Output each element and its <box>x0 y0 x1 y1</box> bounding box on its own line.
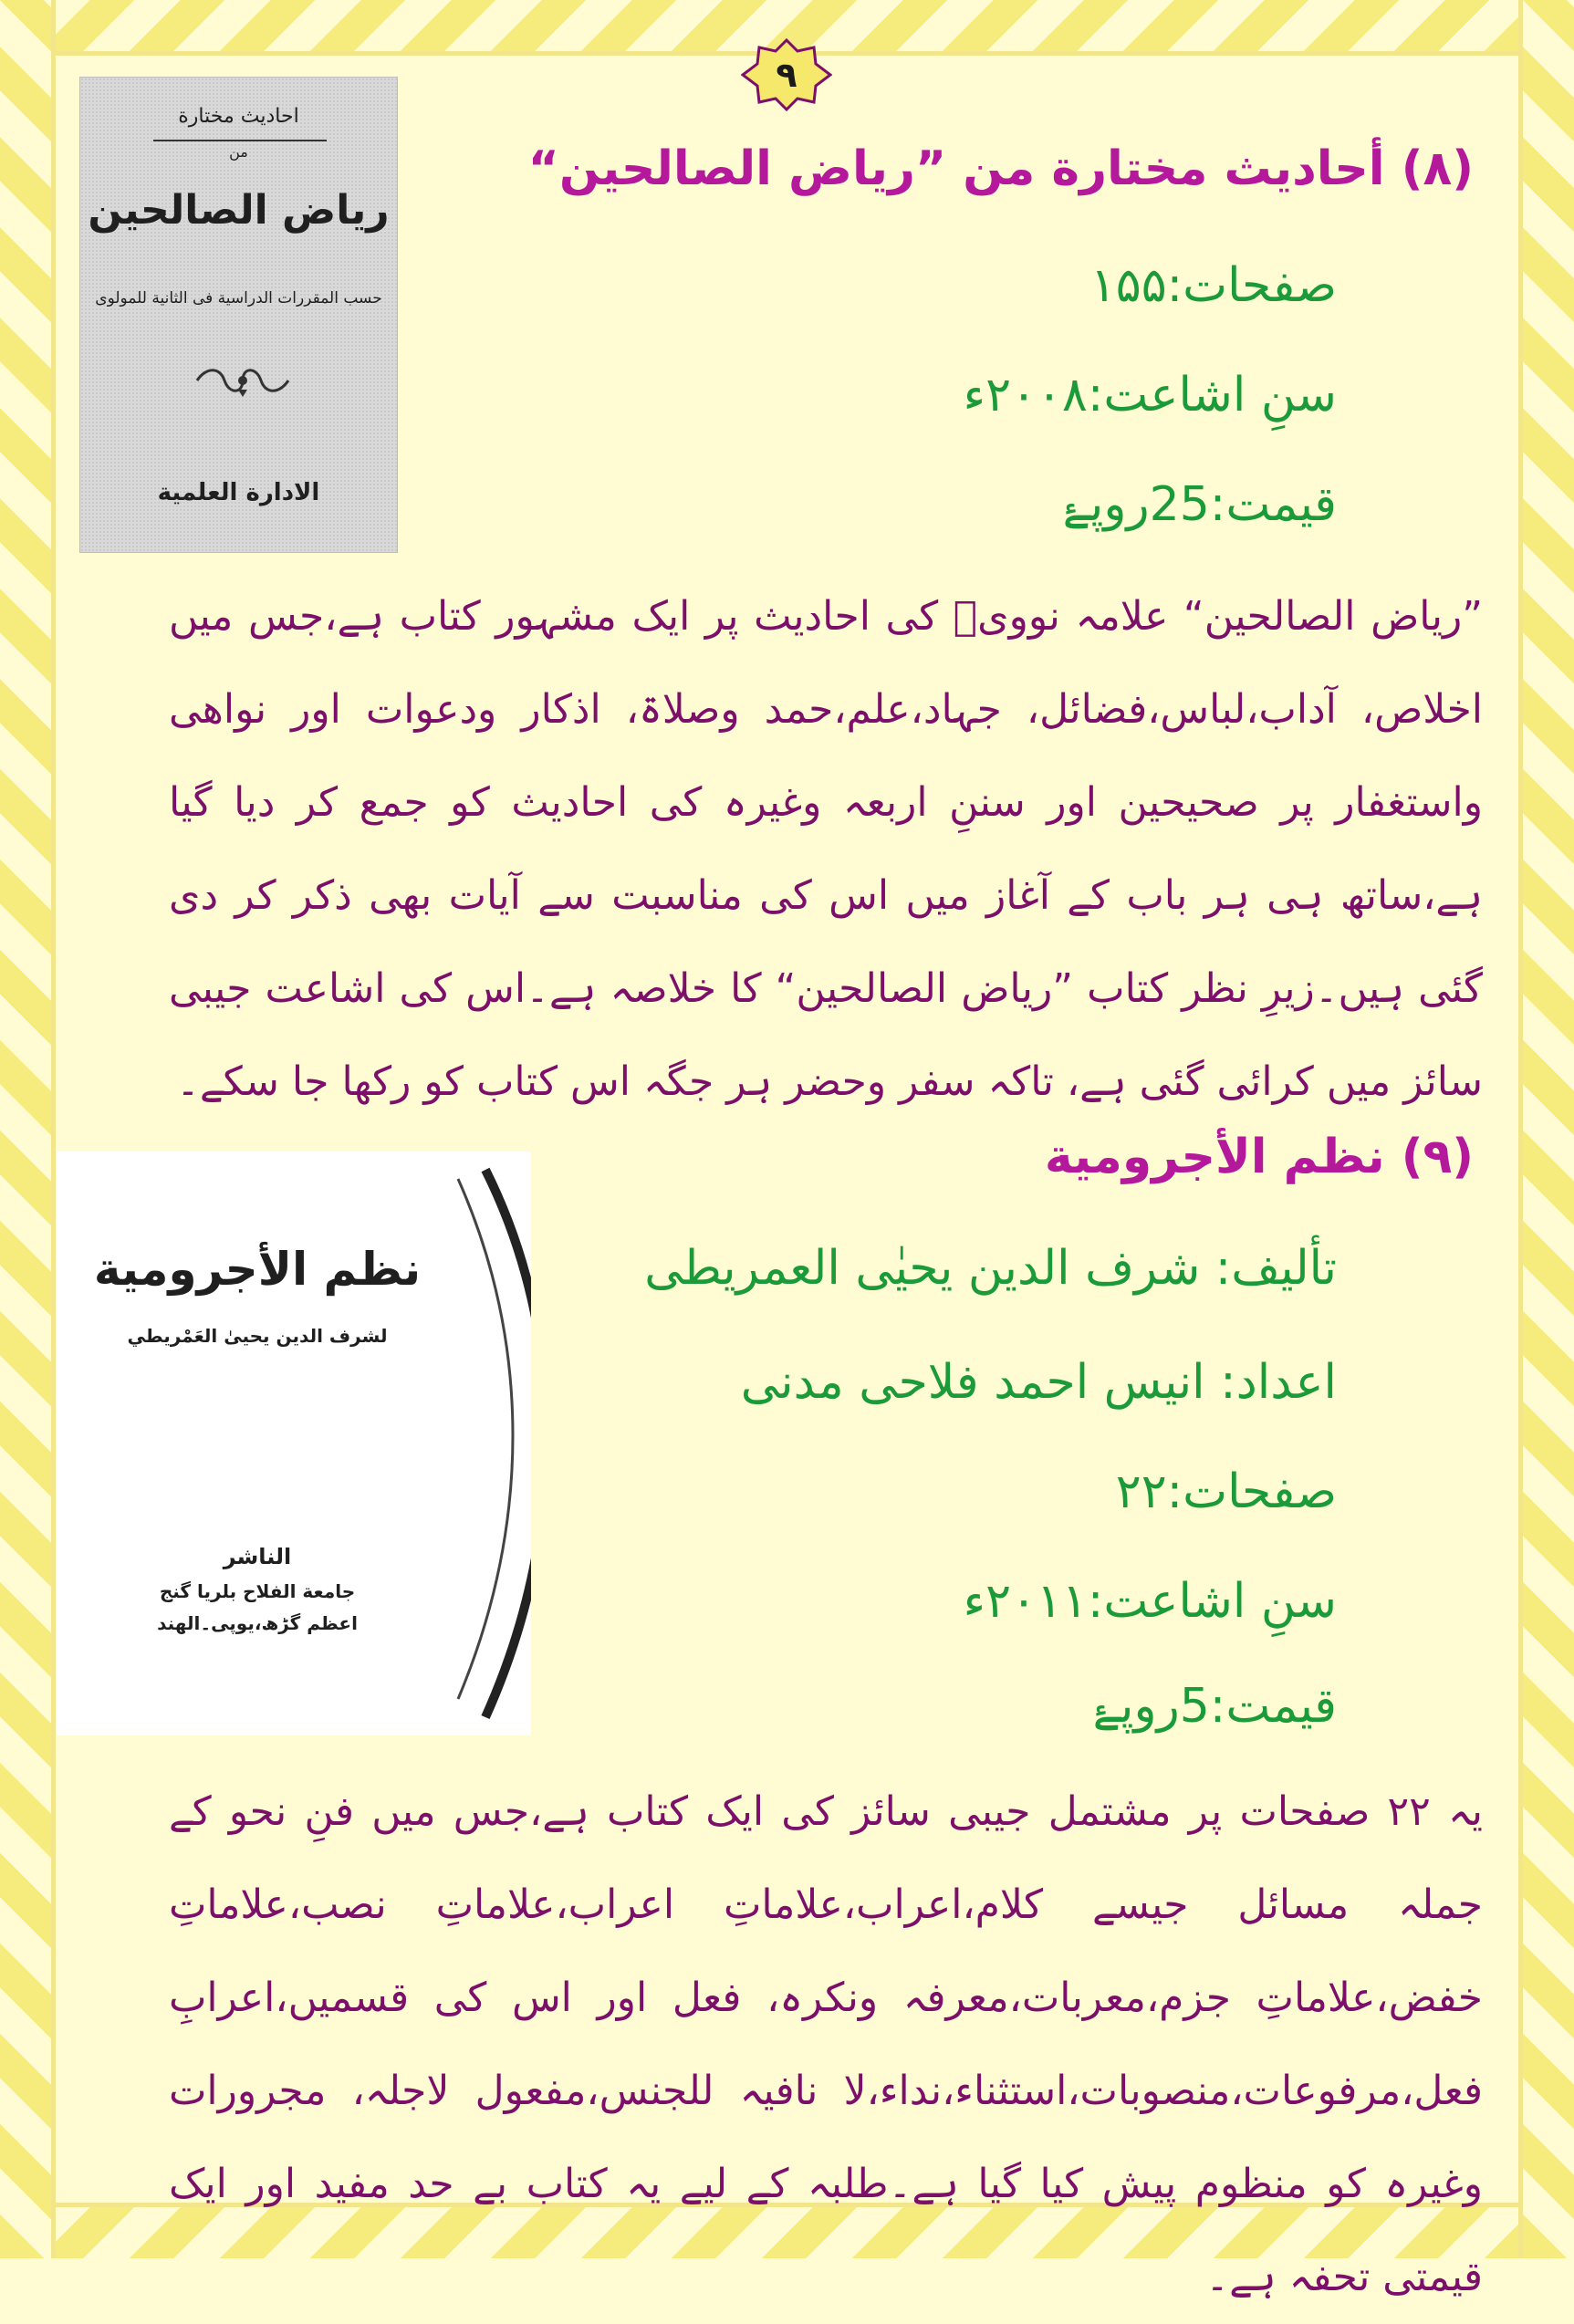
cover-title: رياض الصالحين <box>88 187 390 234</box>
ornament-icon <box>188 362 297 399</box>
left-border <box>0 0 56 2258</box>
section8-year: سنِ اشاعت:۲۰۰۸ء <box>963 368 1337 422</box>
section9-year: سنِ اشاعت:۲۰۱۱ء <box>963 1574 1337 1629</box>
section9-heading: (٩) نظم الأجرومية <box>1044 1130 1474 1184</box>
cover2-publisher-label: الناشر <box>223 1544 292 1569</box>
page-number-badge <box>741 38 832 111</box>
section9-price: قیمت:5روپۓ <box>1092 1679 1337 1734</box>
section9-author: تألیف: شرف الدین یحیٰی العمریطی <box>644 1241 1337 1296</box>
cover-arc-icon <box>57 1152 531 1735</box>
section8-price: قیمت:25روپۓ <box>1062 477 1337 532</box>
section9-description: یہ ۲۲ صفحات پر مشتمل جیبی سائز کی ایک کتاب ہے،جس میں فنِ نحو کے جملہ مسائل جیسے کلام،اعراب،علاماتِ اعراب،علاماتِ نصب،علاماتِ خفض،علاماتِ جزم،معربات،معرفہ ونکرہ، فعل اور اس کی قسمیں،اعرابِ فعل،مرفوعات،منصوبات،استثناء،نداء،لا نافیہ للجنس،مفعول لاجلہ، مجرورات وغیرہ کو منظوم پیش کیا گیا ہے۔طلبہ کے لیے یہ کتاب بے حد مفید اور ایک قیمتی تحفہ ہے۔ <box>169 1788 1484 2300</box>
right-border <box>1518 0 1574 2258</box>
book-cover-ajrumiyya <box>57 1152 531 1735</box>
book-cover-riyad <box>80 78 397 552</box>
cover-rule <box>153 140 327 141</box>
cover-subtitle: حسب المقررات الدراسية فى الثانية للمولوى <box>95 289 382 307</box>
section8-heading: (٨) أحاديث مختارة من ”رياض الصالحين“ <box>527 141 1474 196</box>
cover2-author: لشرف الدين يحيىٰ العَمْريطي <box>127 1325 388 1347</box>
cover2-publisher-1: جامعة الفلاح بلريا گنج <box>159 1580 356 1602</box>
cover-min-text: من <box>229 143 248 161</box>
cover2-publisher-2: اعظم گڑھ،یوپی۔الهند <box>157 1612 358 1634</box>
section9-pages: صفحات:۲۲ <box>1115 1464 1337 1519</box>
section8-description: ”ریاض الصالحین“ علامہ نوویؒ کی احادیث پر ایک مشہور کتاب ہے،جس میں اخلاص، آداب،لباس،فضائل، جہاد،علم،حمد وصلاۃ، اذکار ودعوات اور نواھی واستغفار پر صحیحین اور سننِ اربعہ وغیرہ کی احادیث کو جمع کر دیا گیا ہے،ساتھ ہی ہر باب کے آغاز میں اس کی مناسبت سے آیات بھی ذکر کر دی گئی ہیں۔زیرِ نظر کتاب ”ریاض الصالحین“ کا خلاصہ ہے۔اس کی اشاعت جیبی سائز میں کرائی گئی ہے، تاکہ سفر وحضر ہر جگہ اس کتاب کو رکھا جا سکے۔ <box>169 593 1483 1105</box>
section8-pages: صفحات:۱۵۵ <box>1089 258 1337 313</box>
cover-publisher: الادارة العلمية <box>157 479 320 506</box>
cover2-title: نظم الأجرومية <box>93 1243 422 1296</box>
cover-top-text: احاديث مختارة <box>178 105 299 128</box>
section9-compiler: اعداد: انیس احمد فلاحی مدنی <box>740 1355 1337 1410</box>
page-number: ٩ <box>776 55 797 95</box>
